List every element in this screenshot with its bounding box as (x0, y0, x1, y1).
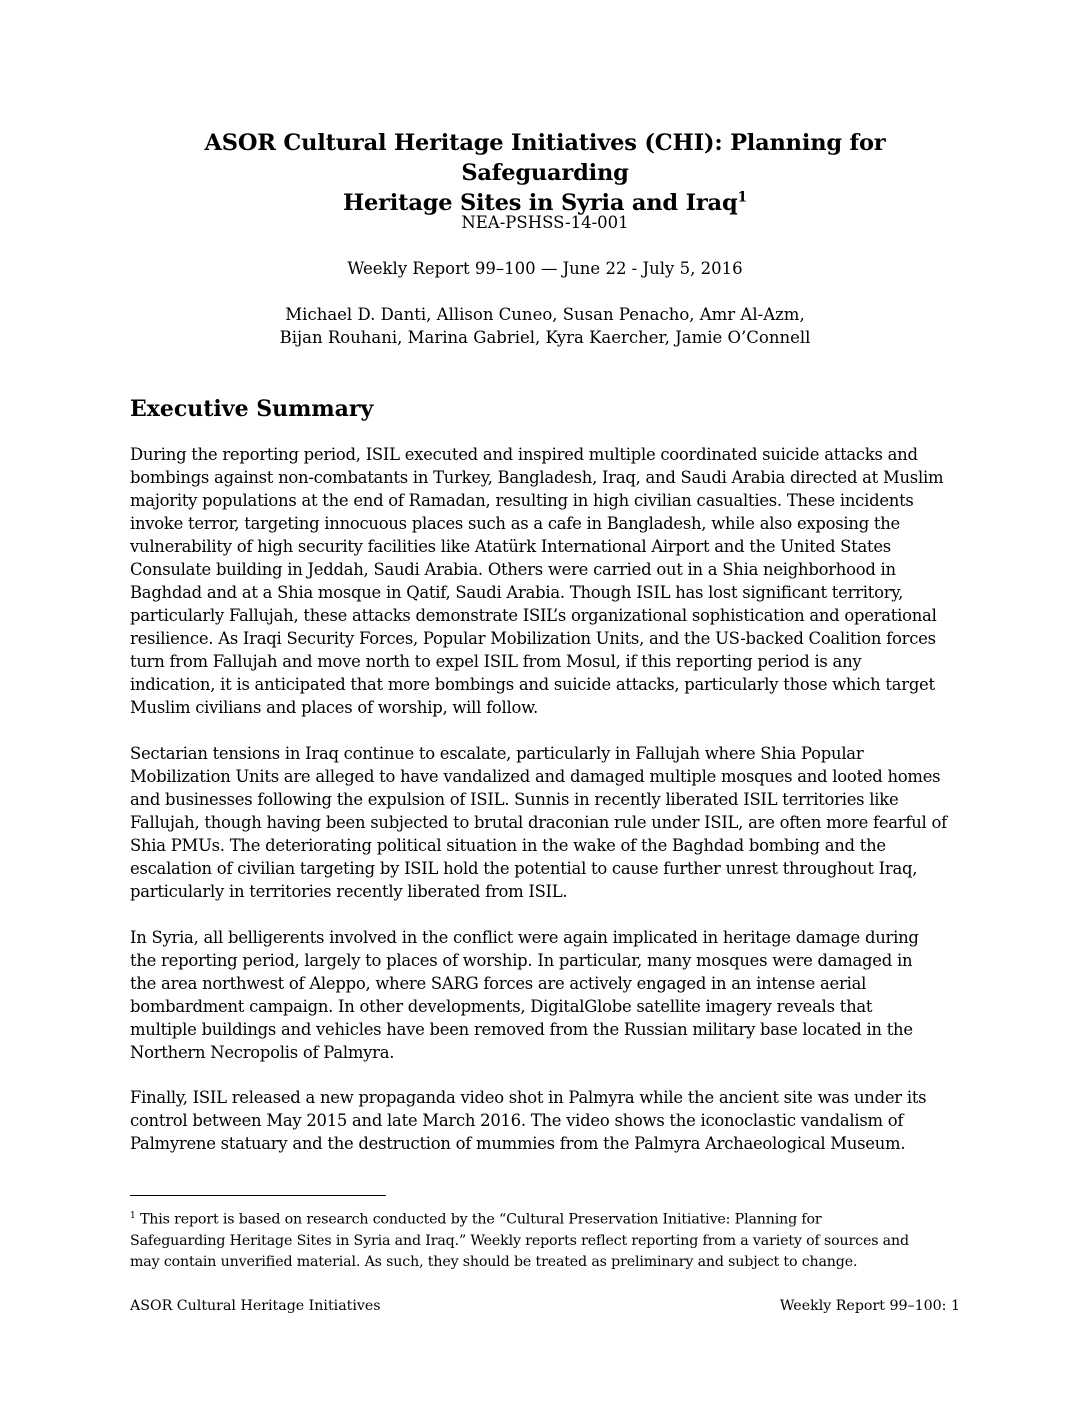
paragraph-line: vulnerability of high security facilities like Atatürk International Airport and the United States (130, 537, 891, 556)
authors-line-1: Michael D. Danti, Allison Cuneo, Susan Penacho, Amr Al-Azm, (285, 305, 805, 324)
paragraph-line: Consulate building in Jeddah, Saudi Arabia. Others were carried out in a Shia neighborhood in (130, 560, 896, 579)
paragraph-line: resilience. As Iraqi Security Forces, Popular Mobilization Units, and the US-backed Coalition forces (130, 629, 936, 648)
footnote-text: This report is based on research conducted by the “Cultural Preservation Initiative: Planning for (135, 1211, 822, 1228)
paragraph-line: Baghdad and at a Shia mosque in Qatif, Saudi Arabia. Though ISIL has lost significant territory, (130, 583, 904, 602)
paragraph-line: In Syria, all belligerents involved in the conflict were again implicated in heritage damage during (130, 928, 919, 947)
paragraph-1 (130, 443, 966, 719)
paragraph-line: During the reporting period, ISIL executed and inspired multiple coordinated suicide attacks and (130, 445, 918, 464)
footnote-mark: 1 (130, 1211, 136, 1221)
footnote-line-3: may contain unverified material. As such, they should be treated as preliminary and subject to change. (130, 1253, 858, 1270)
paragraph-line: Shia PMUs. The deteriorating political situation in the wake of the Baghdad bombing and the (130, 836, 886, 855)
paragraph-line: Palmyrene statuary and the destruction of mummies from the Palmyra Archaeological Museum. (130, 1134, 906, 1153)
section-heading: Executive Summary (130, 396, 374, 422)
paragraph-line: particularly in territories recently liberated from ISIL. (130, 882, 568, 901)
paragraph-line: the reporting period, largely to places of worship. In particular, many mosques were damaged in (130, 951, 913, 970)
title-line-2-text: Heritage Sites in Syria and Iraq (342, 190, 738, 216)
paragraph-line: Northern Necropolis of Palmyra. (130, 1043, 395, 1062)
title-footnote-mark[interactable]: 1 (737, 189, 748, 206)
paragraph-line: particularly Fallujah, these attacks demonstrate ISIL’s organizational sophistication and operational (130, 606, 937, 625)
paragraph-4 (130, 1086, 966, 1155)
footer-page-number: Weekly Report 99–100: 1 (779, 1298, 960, 1314)
authors-line-2: Bijan Rouhani, Marina Gabriel, Kyra Kaercher, Jamie O’Connell (279, 328, 811, 347)
footnote-separator (130, 1195, 386, 1196)
paragraph-line: Muslim civilians and places of worship, will follow. (130, 698, 538, 717)
footnote (130, 1206, 970, 1273)
paragraph-line: Fallujah, though having been subjected to brutal draconian rule under ISIL, are often more fearful of (130, 813, 947, 832)
footnote-line-2: Safeguarding Heritage Sites in Syria and Iraq.” Weekly reports reflect reporting from a variety of sources and (130, 1232, 909, 1249)
paragraph-line: escalation of civilian targeting by ISIL hold the potential to cause further unrest throughout Iraq, (130, 859, 918, 878)
footnote-line-1 (130, 1206, 970, 1231)
footer-organization: ASOR Cultural Heritage Initiatives (130, 1298, 381, 1314)
paragraph-2 (130, 742, 966, 903)
paragraph-line: multiple buildings and vehicles have been removed from the Russian military base located in the (130, 1020, 913, 1039)
paragraph-line: Sectarian tensions in Iraq continue to escalate, particularly in Fallujah where Shia Popular (130, 744, 864, 763)
paragraph-3 (130, 926, 966, 1064)
report-period: Weekly Report 99–100 — June 22 - July 5, 2016 (347, 259, 743, 278)
paragraph-line: turn from Fallujah and move north to expel ISIL from Mosul, if this reporting period is any (130, 652, 862, 671)
paragraph-line: the area northwest of Aleppo, where SARG forces are actively engaged in an intense aerial (130, 974, 867, 993)
paragraph-line: majority populations at the end of Ramadan, resulting in high civilian casualties. These incidents (130, 491, 914, 510)
title-line-1: ASOR Cultural Heritage Initiatives (CHI): Planning for Safeguarding (204, 130, 886, 186)
grant-number: NEA-PSHSS-14-001 (461, 213, 629, 232)
paragraph-line: Finally, ISIL released a new propaganda video shot in Palmyra while the ancient site was under its (130, 1088, 927, 1107)
document-title (130, 128, 960, 218)
paragraph-line: indication, it is anticipated that more bombings and suicide attacks, particularly those which target (130, 675, 935, 694)
paragraph-line: Mobilization Units are alleged to have vandalized and damaged multiple mosques and looted homes (130, 767, 941, 786)
paragraph-line: control between May 2015 and late March 2016. The video shows the iconoclastic vandalism of (130, 1111, 904, 1130)
paragraph-line: bombardment campaign. In other developments, DigitalGlobe satellite imagery reveals that (130, 997, 873, 1016)
paragraph-line: bombings against non-combatants in Turkey, Bangladesh, Iraq, and Saudi Arabia directed at Muslim (130, 468, 944, 487)
paragraph-line: and businesses following the expulsion of ISIL. Sunnis in recently liberated ISIL territories like (130, 790, 899, 809)
author-list (130, 303, 960, 349)
paragraph-line: invoke terror, targeting innocuous places such as a cafe in Bangladesh, while also exposing the (130, 514, 901, 533)
